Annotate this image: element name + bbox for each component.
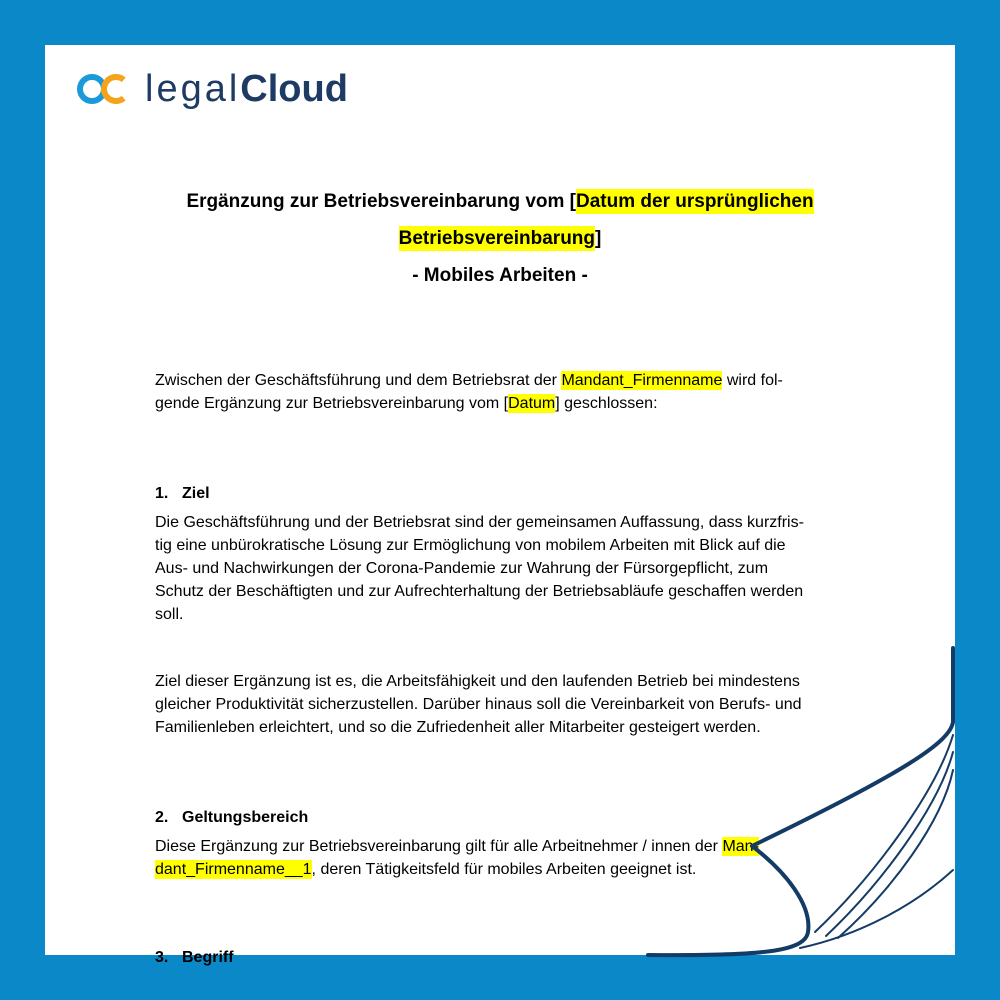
title-placeholder-highlight: Betriebsvereinbarung [398,228,596,249]
section-number: 2. [155,809,169,826]
text-line [155,858,759,881]
text-segment: , deren Tätigkeitsfeld für mobiles Arbeiten geeignet ist. [311,861,697,878]
placeholder-highlight: dant_Firmenname__1 [155,861,312,878]
section-title: Begriff [182,949,234,966]
text-line [155,835,759,858]
section-paragraph [155,511,804,626]
text-line: Die Geschäftsführung und der Betriebsrat sind der gemeinsamen Auffassung, dass kurzfris- [155,514,804,531]
text-line: Familienleben erleichtert, und so die Zufriedenheit aller Mitarbeiter gesteigert werden. [155,719,761,736]
document-title-line-1 [45,183,955,220]
section-paragraph [155,835,759,881]
document-subtitle: - Mobiles Arbeiten - [412,265,588,286]
section-heading-begriff [155,946,234,969]
placeholder-highlight: Man- [722,838,759,855]
document-page [45,45,955,966]
title-text: Ergänzung zur Betriebsvereinbarung vom [ [186,191,577,212]
section-paragraph [155,670,802,739]
text-segment: wird fol- [722,372,783,389]
document-title-line-2 [45,220,955,257]
text-line: gleicher Produktivität sicherzustellen. Darüber hinaus soll die Vereinbarkeit von Berufs- und [155,696,802,713]
section-title: Ziel [182,485,210,502]
section-number: 1. [155,485,169,502]
text-line: Schutz der Beschäftigten und zur Aufrechterhaltung der Betriebsabläufe geschaffen werden [155,583,804,600]
logo-wordmark [145,69,348,109]
text-segment: gende Ergänzung zur Betriebsvereinbarung vom [ [155,395,509,412]
logo-ring-blue [80,77,104,101]
text-line: tig eine unbürokratische Lösung zur Ermöglichung von mobilem Arbeiten mit Blick auf die [155,537,786,554]
section-heading-ziel [155,482,210,505]
text-line [155,369,783,392]
title-text: ] [595,228,602,249]
section-title: Geltungsbereich [182,809,309,826]
logo-word-light: legal [145,68,241,110]
section-heading-geltungsbereich [155,806,308,829]
intro-paragraph [155,369,783,415]
logo-word-bold: Cloud [240,68,348,110]
legalcloud-logo-icon [75,73,133,107]
text-line: Aus- und Nachwirkungen der Corona-Pandemie zur Wahrung der Fürsorgepflicht, zum [155,560,769,577]
text-segment: ] geschlossen: [555,395,658,412]
title-placeholder-highlight: Datum der ursprünglichen [576,191,814,212]
logo-arc-orange [104,77,124,101]
text-segment: Zwischen der Geschäftsführung und dem Betriebsrat der [155,372,562,389]
placeholder-highlight: Mandant_Firmenname [561,372,723,389]
text-line [155,392,783,415]
text-line: Ziel dieser Ergänzung ist es, die Arbeitsfähigkeit und den laufenden Betrieb bei mindestens [155,673,800,690]
text-line: soll. [155,606,184,623]
placeholder-highlight: Datum [508,395,556,412]
text-segment: Diese Ergänzung zur Betriebsvereinbarung gilt für alle Arbeitnehmer / innen der [155,838,723,855]
section-number: 3. [155,949,169,966]
